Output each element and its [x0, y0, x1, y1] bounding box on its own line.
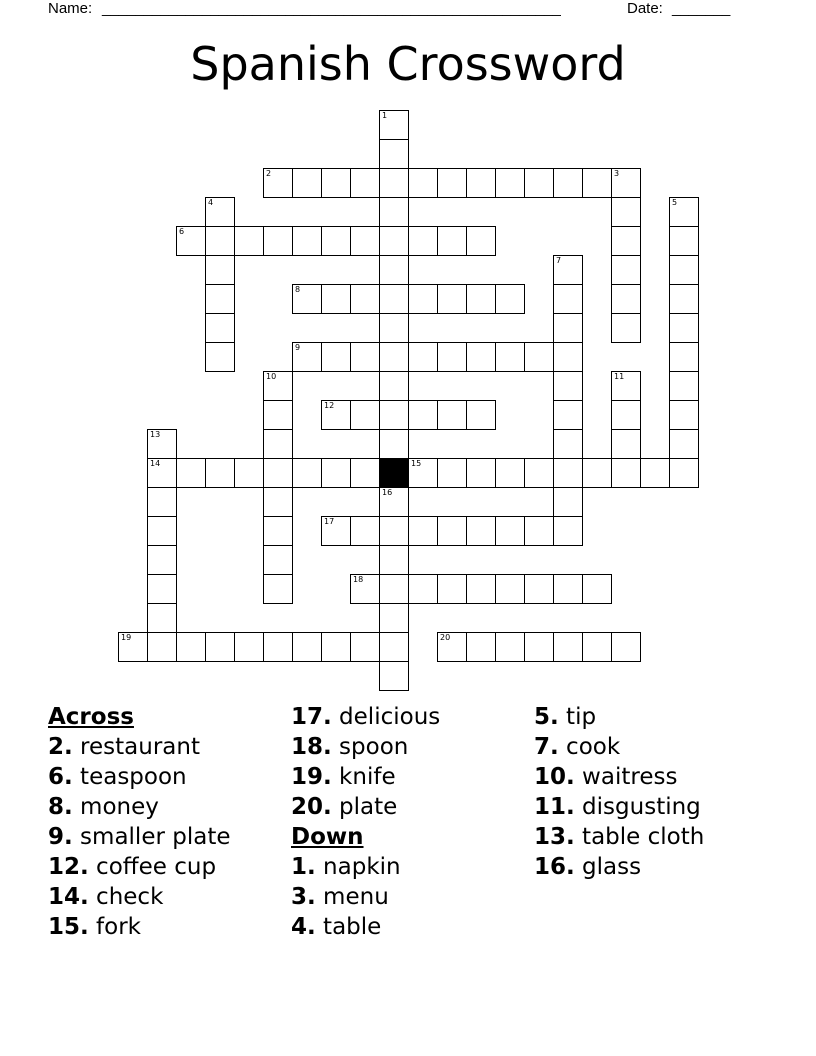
clue-number-label: 5. — [534, 704, 559, 730]
clue-text: waitress — [574, 764, 678, 790]
clue-number-label: 11. — [534, 794, 575, 820]
clue-number-label: 16. — [534, 854, 575, 880]
grid-cell[interactable] — [379, 168, 409, 198]
grid-cell[interactable] — [350, 574, 380, 604]
grid-cell[interactable] — [669, 458, 699, 488]
grid-cell[interactable] — [292, 226, 322, 256]
grid-cell[interactable] — [263, 226, 293, 256]
clue-number-label: 6. — [48, 764, 73, 790]
clue-text: glass — [574, 854, 642, 880]
across-clue — [48, 792, 231, 822]
clue-number-label: 17. — [291, 704, 332, 730]
grid-cell[interactable] — [379, 197, 409, 227]
grid-cell[interactable] — [176, 458, 206, 488]
clue-number-label: 15. — [48, 914, 89, 940]
grid-cell[interactable] — [553, 255, 583, 285]
grid-cell[interactable] — [466, 342, 496, 372]
grid-cell[interactable] — [176, 632, 206, 662]
down-clue — [534, 732, 704, 762]
grid-cell[interactable] — [408, 284, 438, 314]
grid-cell[interactable] — [495, 284, 525, 314]
clue-number-label: 20. — [291, 794, 332, 820]
grid-cell[interactable] — [321, 516, 351, 546]
grid-cell[interactable] — [350, 516, 380, 546]
clue-text: spoon — [331, 734, 409, 760]
grid-cell[interactable] — [611, 255, 641, 285]
name-label: Name: — [48, 0, 93, 17]
grid-cell[interactable] — [408, 226, 438, 256]
grid-cell[interactable] — [669, 284, 699, 314]
grid-cell[interactable] — [611, 284, 641, 314]
down-clue — [291, 882, 440, 912]
clue-text: tip — [558, 704, 597, 730]
grid-cell[interactable] — [495, 632, 525, 662]
grid-cell[interactable] — [205, 284, 235, 314]
grid-cell[interactable] — [379, 487, 409, 517]
grid-cell[interactable] — [321, 226, 351, 256]
across-heading: Across — [48, 704, 134, 730]
grid-cell[interactable] — [292, 342, 322, 372]
clue-number-label: 13. — [534, 824, 575, 850]
grid-cell[interactable] — [205, 458, 235, 488]
grid-cell[interactable] — [553, 458, 583, 488]
grid-cell[interactable] — [553, 284, 583, 314]
grid-cell[interactable] — [466, 284, 496, 314]
grid-cell[interactable] — [611, 458, 641, 488]
grid-cell[interactable] — [553, 574, 583, 604]
down-clue — [291, 852, 440, 882]
grid-cell[interactable] — [118, 632, 148, 662]
grid-cell[interactable] — [379, 429, 409, 459]
grid-cell[interactable] — [379, 139, 409, 169]
date-field[interactable]: _______ — [672, 0, 731, 17]
clue-number-label: 3. — [291, 884, 316, 910]
clue-text: table — [315, 914, 382, 940]
grid-cell[interactable] — [321, 400, 351, 430]
grid-cell[interactable] — [292, 168, 322, 198]
clue-number: 2 — [266, 169, 272, 178]
clue-text: check — [88, 884, 164, 910]
clue-text: knife — [331, 764, 396, 790]
grid-cell[interactable] — [408, 400, 438, 430]
clue-number-label: 7. — [534, 734, 559, 760]
grid-cell[interactable] — [495, 342, 525, 372]
clue-column-3 — [534, 702, 704, 882]
clue-number: 17 — [324, 517, 335, 526]
grid-cell[interactable] — [553, 516, 583, 546]
grid-cell[interactable] — [263, 487, 293, 517]
grid-cell[interactable] — [379, 110, 409, 140]
grid-cell[interactable] — [292, 284, 322, 314]
grid-cell[interactable] — [379, 255, 409, 285]
clue-number-label: 14. — [48, 884, 89, 910]
across-clue — [291, 732, 440, 762]
across-clue — [291, 792, 440, 822]
grid-cell[interactable] — [147, 429, 177, 459]
grid-cell[interactable] — [350, 168, 380, 198]
date-label: Date: — [627, 0, 663, 17]
clue-number-label: 1. — [291, 854, 316, 880]
grid-cell[interactable] — [669, 226, 699, 256]
clue-number-label: 2. — [48, 734, 73, 760]
clue-number: 8 — [295, 285, 301, 294]
clue-text: restaurant — [72, 734, 200, 760]
grid-cell[interactable] — [147, 545, 177, 575]
across-clue — [48, 822, 231, 852]
grid-cell[interactable] — [669, 429, 699, 459]
grid-cell[interactable] — [263, 458, 293, 488]
clue-column-2 — [291, 702, 440, 942]
grid-cell[interactable] — [524, 632, 554, 662]
grid-cell[interactable] — [147, 516, 177, 546]
grid-cell[interactable] — [408, 516, 438, 546]
black-square — [379, 458, 409, 488]
grid-cell[interactable] — [582, 574, 612, 604]
grid-cell[interactable] — [611, 632, 641, 662]
down-clue — [534, 702, 704, 732]
clue-number: 18 — [353, 575, 364, 584]
grid-cell[interactable] — [350, 458, 380, 488]
grid-cell[interactable] — [611, 168, 641, 198]
grid-cell[interactable] — [408, 574, 438, 604]
grid-cell[interactable] — [669, 400, 699, 430]
across-clue — [291, 702, 440, 732]
clue-number: 16 — [382, 488, 393, 497]
clue-number-label: 4. — [291, 914, 316, 940]
clue-text: coffee cup — [88, 854, 217, 880]
grid-cell[interactable] — [553, 632, 583, 662]
clue-number-label: 12. — [48, 854, 89, 880]
clue-number: 14 — [150, 459, 161, 468]
clue-text: fork — [88, 914, 142, 940]
clue-number: 9 — [295, 343, 301, 352]
clue-text: table cloth — [574, 824, 705, 850]
grid-cell[interactable] — [379, 313, 409, 343]
grid-cell[interactable] — [379, 603, 409, 633]
name-field[interactable]: _______________________________________________________ — [102, 0, 561, 17]
grid-cell[interactable] — [263, 371, 293, 401]
grid-cell[interactable] — [147, 603, 177, 633]
clue-number-label: 9. — [48, 824, 73, 850]
grid-cell[interactable] — [553, 371, 583, 401]
grid-cell[interactable] — [147, 632, 177, 662]
grid-cell[interactable] — [437, 284, 467, 314]
clue-number: 20 — [440, 633, 451, 642]
across-clue — [48, 852, 231, 882]
grid-cell[interactable] — [553, 168, 583, 198]
grid-cell[interactable] — [263, 574, 293, 604]
grid-cell[interactable] — [205, 342, 235, 372]
grid-cell[interactable] — [669, 197, 699, 227]
down-heading: Down — [291, 824, 364, 850]
grid-cell[interactable] — [379, 284, 409, 314]
clue-text: cook — [558, 734, 621, 760]
grid-cell[interactable] — [379, 371, 409, 401]
across-clue — [48, 732, 231, 762]
down-clue — [534, 792, 704, 822]
clue-number: 5 — [672, 198, 678, 207]
grid-cell[interactable] — [582, 168, 612, 198]
down-clue — [534, 852, 704, 882]
clue-column-1 — [48, 702, 231, 942]
grid-cell[interactable] — [321, 632, 351, 662]
grid-cell[interactable] — [321, 168, 351, 198]
clue-number: 4 — [208, 198, 214, 207]
grid-cell[interactable] — [466, 574, 496, 604]
grid-cell[interactable] — [553, 487, 583, 517]
clue-number: 10 — [266, 372, 277, 381]
clue-number: 6 — [179, 227, 185, 236]
grid-cell[interactable] — [582, 632, 612, 662]
clue-number-label: 8. — [48, 794, 73, 820]
grid-cell[interactable] — [263, 545, 293, 575]
clue-number: 3 — [614, 169, 620, 178]
grid-cell[interactable] — [321, 284, 351, 314]
grid-cell[interactable] — [350, 284, 380, 314]
clue-number: 13 — [150, 430, 161, 439]
grid-cell[interactable] — [524, 516, 554, 546]
grid-cell[interactable] — [263, 632, 293, 662]
grid-cell[interactable] — [408, 342, 438, 372]
grid-cell[interactable] — [176, 226, 206, 256]
grid-cell[interactable] — [611, 429, 641, 459]
grid-cell[interactable] — [524, 342, 554, 372]
grid-cell[interactable] — [350, 400, 380, 430]
grid-cell[interactable] — [669, 342, 699, 372]
clue-number: 1 — [382, 111, 388, 120]
grid-cell[interactable] — [263, 516, 293, 546]
grid-cell[interactable] — [379, 400, 409, 430]
grid-cell[interactable] — [437, 574, 467, 604]
grid-cell[interactable] — [437, 516, 467, 546]
grid-cell[interactable] — [553, 429, 583, 459]
clue-number: 12 — [324, 401, 335, 410]
grid-cell[interactable] — [321, 342, 351, 372]
grid-cell[interactable] — [611, 400, 641, 430]
clue-text: plate — [331, 794, 398, 820]
across-clue — [291, 762, 440, 792]
grid-cell[interactable] — [524, 574, 554, 604]
grid-cell[interactable] — [292, 632, 322, 662]
clue-text: teaspoon — [72, 764, 187, 790]
clue-number: 19 — [121, 633, 132, 642]
grid-cell[interactable] — [669, 371, 699, 401]
across-clue — [48, 912, 231, 942]
grid-cell[interactable] — [437, 458, 467, 488]
clue-text: money — [72, 794, 159, 820]
grid-cell[interactable] — [437, 400, 467, 430]
grid-cell[interactable] — [466, 632, 496, 662]
grid-cell[interactable] — [437, 342, 467, 372]
grid-cell[interactable] — [524, 458, 554, 488]
grid-cell[interactable] — [292, 458, 322, 488]
grid-cell[interactable] — [379, 545, 409, 575]
clue-text: menu — [315, 884, 389, 910]
grid-cell[interactable] — [379, 661, 409, 691]
grid-cell[interactable] — [495, 574, 525, 604]
page-title: Spanish Crossword — [190, 37, 626, 91]
grid-cell[interactable] — [611, 226, 641, 256]
grid-cell[interactable] — [611, 313, 641, 343]
grid-cell[interactable] — [350, 342, 380, 372]
across-clue — [48, 762, 231, 792]
grid-cell[interactable] — [147, 487, 177, 517]
clue-number-label: 10. — [534, 764, 575, 790]
grid-cell[interactable] — [379, 632, 409, 662]
grid-cell[interactable] — [263, 429, 293, 459]
grid-cell[interactable] — [466, 458, 496, 488]
clue-text: smaller plate — [72, 824, 231, 850]
grid-cell[interactable] — [669, 313, 699, 343]
grid-cell[interactable] — [147, 458, 177, 488]
clue-text: napkin — [315, 854, 401, 880]
grid-cell[interactable] — [466, 400, 496, 430]
grid-cell[interactable] — [379, 574, 409, 604]
grid-cell[interactable] — [205, 313, 235, 343]
grid-cell[interactable] — [437, 168, 467, 198]
grid-cell[interactable] — [379, 226, 409, 256]
grid-cell[interactable] — [350, 632, 380, 662]
grid-cell[interactable] — [234, 458, 264, 488]
down-clue — [534, 822, 704, 852]
grid-cell[interactable] — [147, 574, 177, 604]
grid-cell[interactable] — [495, 458, 525, 488]
grid-cell[interactable] — [408, 458, 438, 488]
grid-cell[interactable] — [437, 226, 467, 256]
clue-number: 15 — [411, 459, 422, 468]
grid-cell[interactable] — [582, 458, 612, 488]
grid-cell[interactable] — [466, 168, 496, 198]
down-clue — [291, 912, 440, 942]
grid-cell[interactable] — [263, 168, 293, 198]
grid-cell[interactable] — [640, 458, 670, 488]
grid-cell[interactable] — [321, 458, 351, 488]
across-clue — [48, 882, 231, 912]
grid-cell[interactable] — [611, 371, 641, 401]
grid-cell[interactable] — [234, 226, 264, 256]
grid-cell[interactable] — [263, 400, 293, 430]
grid-cell[interactable] — [205, 632, 235, 662]
grid-cell[interactable] — [553, 400, 583, 430]
grid-cell[interactable] — [495, 516, 525, 546]
grid-cell[interactable] — [611, 197, 641, 227]
grid-cell[interactable] — [553, 342, 583, 372]
grid-cell[interactable] — [495, 168, 525, 198]
grid-cell[interactable] — [379, 516, 409, 546]
grid-cell[interactable] — [205, 255, 235, 285]
grid-cell[interactable] — [524, 168, 554, 198]
grid-cell[interactable] — [205, 226, 235, 256]
grid-cell[interactable] — [205, 197, 235, 227]
grid-cell[interactable] — [408, 168, 438, 198]
clue-number-label: 18. — [291, 734, 332, 760]
grid-cell[interactable] — [234, 632, 264, 662]
clue-text: delicious — [331, 704, 441, 730]
clue-number-label: 19. — [291, 764, 332, 790]
grid-cell[interactable] — [466, 226, 496, 256]
clue-number: 7 — [556, 256, 562, 265]
grid-cell[interactable] — [669, 255, 699, 285]
grid-cell[interactable] — [379, 342, 409, 372]
down-clue — [534, 762, 704, 792]
grid-cell[interactable] — [437, 632, 467, 662]
grid-cell[interactable] — [466, 516, 496, 546]
grid-cell[interactable] — [553, 313, 583, 343]
grid-cell[interactable] — [350, 226, 380, 256]
clue-text: disgusting — [574, 794, 701, 820]
clue-number: 11 — [614, 372, 625, 381]
